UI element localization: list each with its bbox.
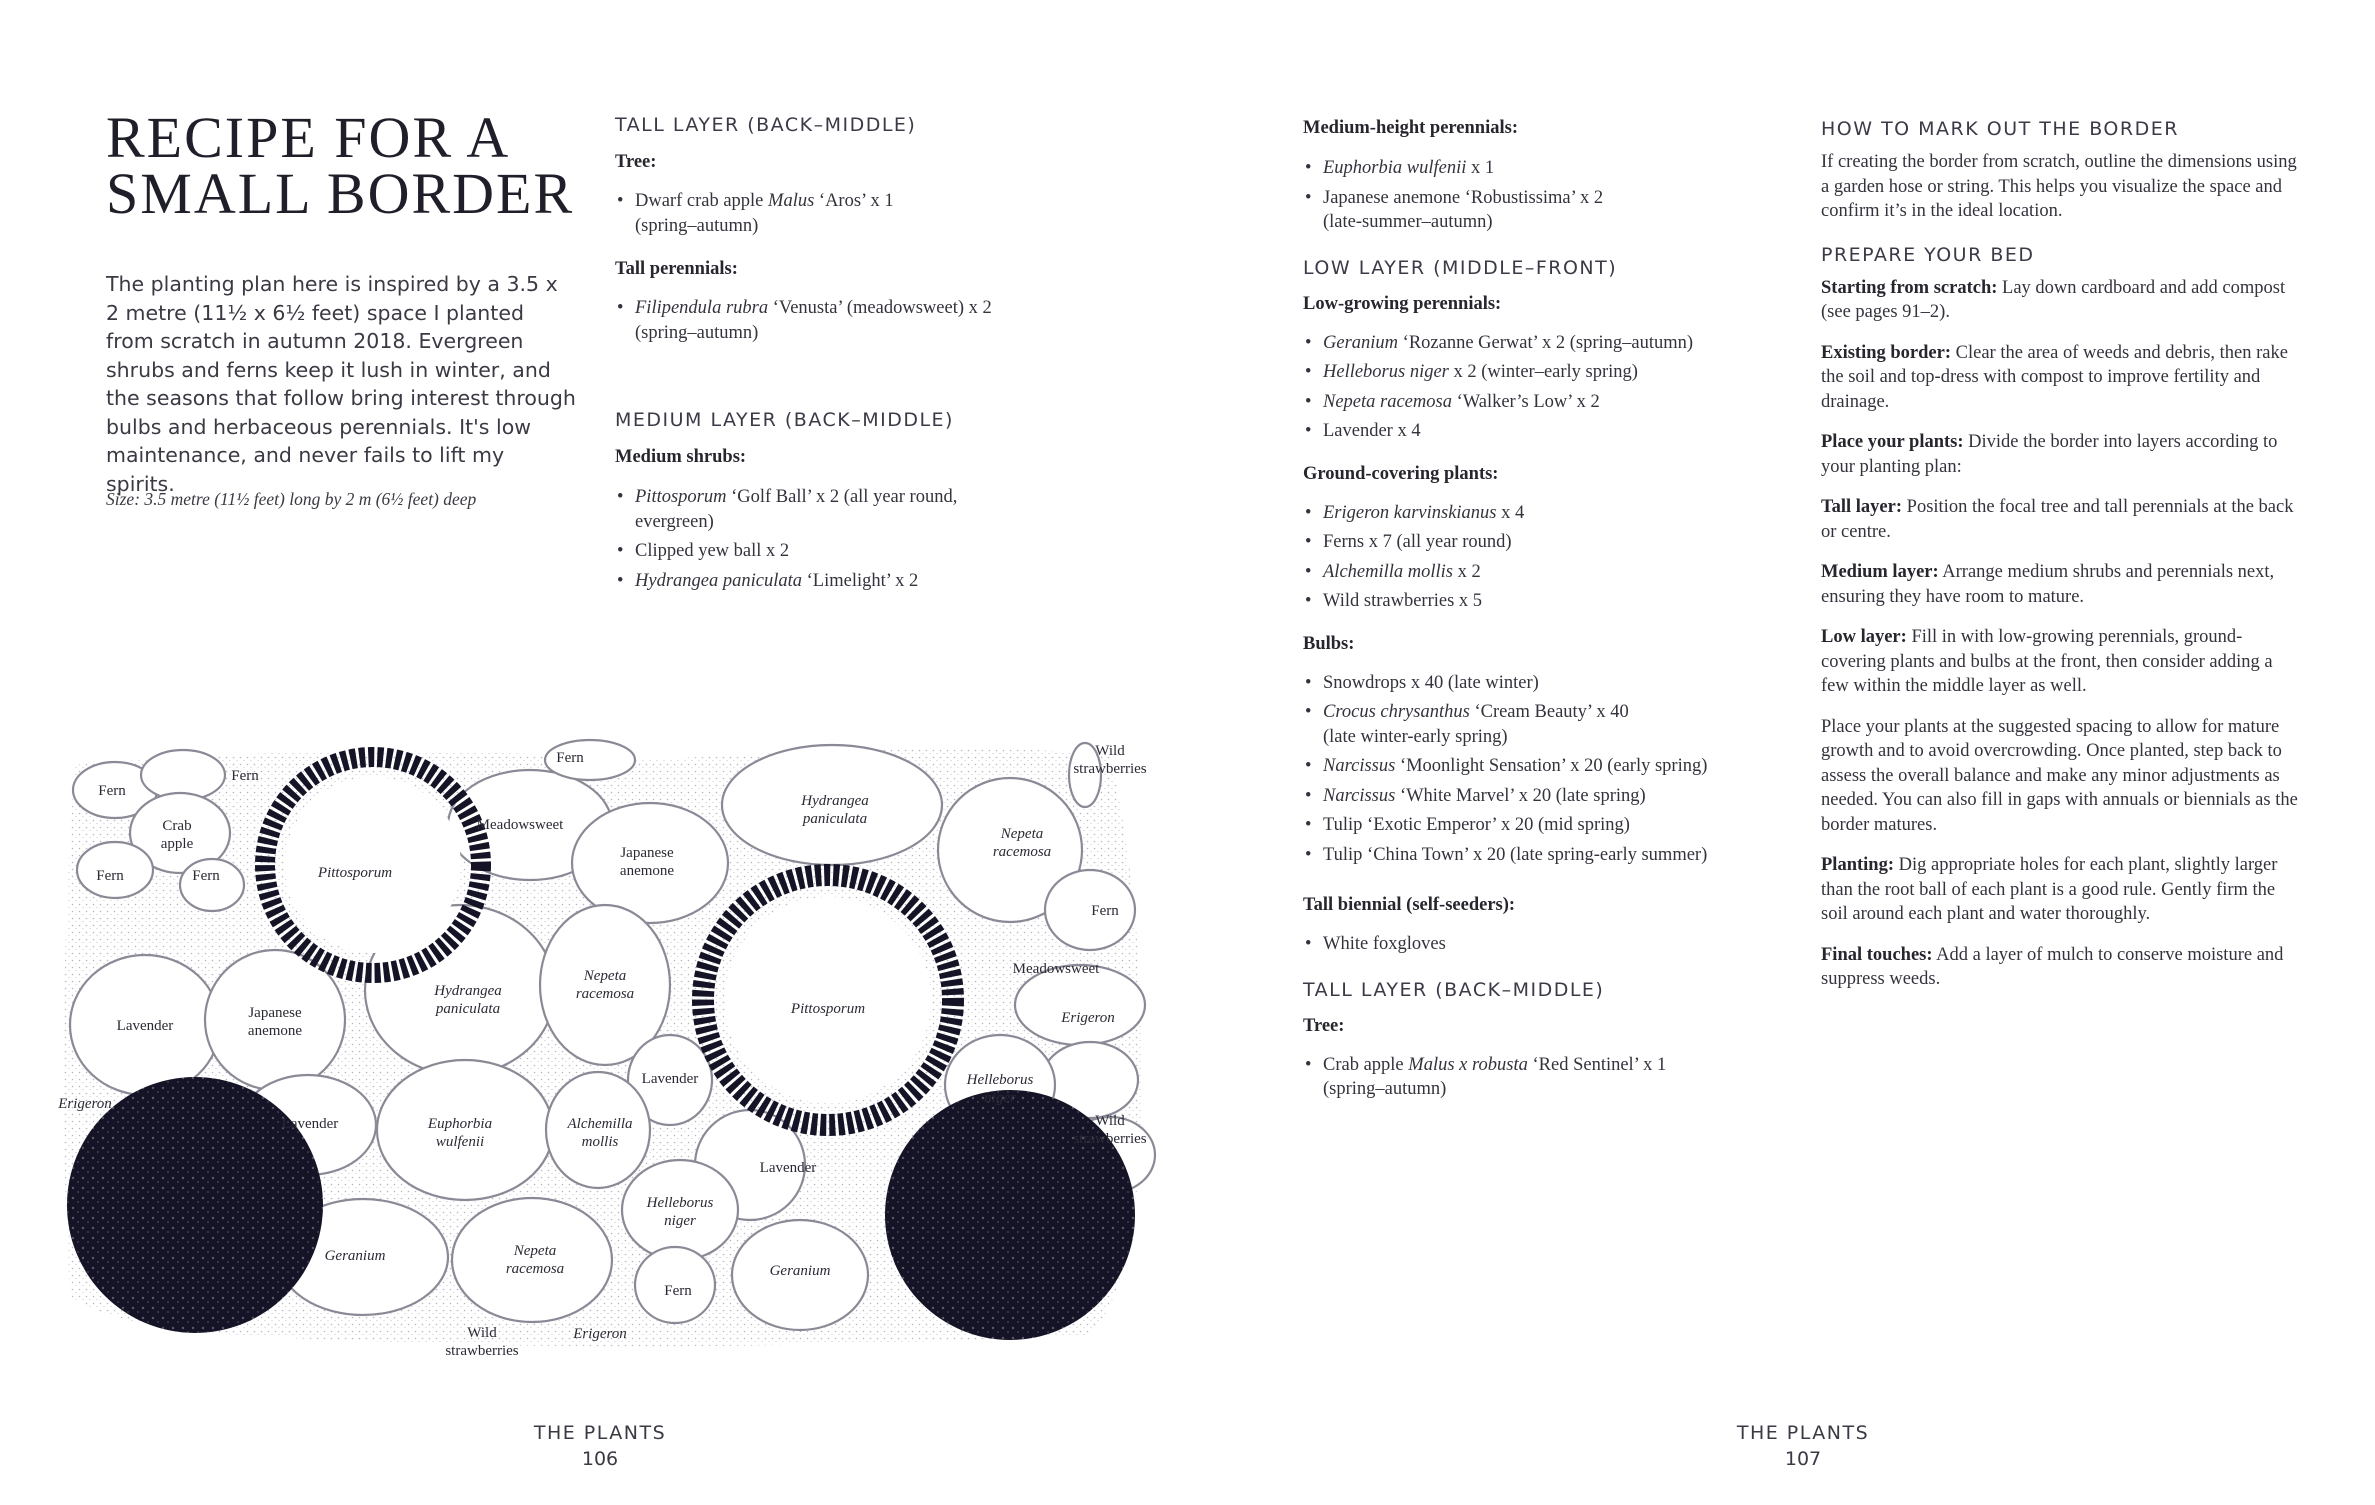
- list-item: • Tulip ‘Exotic Emperor’ x 20 (mid spring): [1303, 813, 1793, 838]
- right-plant-list: [1303, 118, 1793, 1107]
- label-helleborus: Helleborus: [966, 1072, 1034, 1088]
- label-paniculata: paniculata: [435, 1001, 501, 1017]
- label-erigeron: Erigeron: [58, 1096, 112, 1112]
- prepare-paragraph: Low layer: Fill in with low-growing perennials, ground-covering plants and bulbs at the front, then consider adding a few within the middle layer as well.: [1821, 627, 2273, 696]
- label-strawberries: strawberries: [445, 1343, 519, 1359]
- label-niger: niger: [664, 1213, 696, 1229]
- prepare-heading: PREPARE YOUR BED: [1821, 243, 2035, 266]
- running-footer: THE PLANTS: [1736, 1422, 1870, 1444]
- mark-out-heading: HOW TO MARK OUT THE BORDER: [1821, 118, 2179, 140]
- title-line-2: SMALL BORDER: [106, 161, 575, 226]
- label-lavender: Lavender: [116, 1018, 174, 1034]
- label-mollis: mollis: [581, 1134, 619, 1150]
- plant-shape: [452, 1198, 612, 1322]
- label-erigeron: Erigeron: [1061, 1010, 1115, 1026]
- label-fern: Fern: [98, 783, 126, 799]
- list-item: • Narcissus ‘Moonlight Sensation’ x 20 (early spring): [1303, 754, 1793, 779]
- medium-shrubs-list: [615, 485, 1075, 593]
- pittosporum-inner: [725, 897, 931, 1103]
- list-item: • Nepeta racemosa ‘Walker’s Low’ x 2: [1303, 390, 1793, 415]
- bulbs-list: [1303, 671, 1793, 868]
- medium-shrubs-label: Medium shrubs:: [615, 447, 747, 467]
- list-item: • Ferns x 7 (all year round): [1303, 530, 1793, 555]
- label-niger: niger: [984, 1090, 1016, 1106]
- label-lavender: Lavender: [281, 1116, 339, 1132]
- plant-shape: [1045, 870, 1135, 950]
- label-wulfenii: wulfenii: [435, 1134, 485, 1150]
- page-number: 107: [1784, 1448, 1822, 1470]
- label-nepeta: Nepeta: [583, 968, 627, 984]
- size-note: Size: 3.5 metre (11½ feet) long by 2 m (6½ feet) deep: [106, 489, 477, 509]
- list-item: • Lavender x 4: [1303, 419, 1793, 444]
- label-japanese: Japanese: [620, 845, 674, 861]
- label-fern: Fern: [1091, 903, 1119, 919]
- tree-label: Tree:: [1303, 1015, 1345, 1036]
- label-apple: apple: [160, 836, 194, 852]
- list-item: • Euphorbia wulfenii x 1: [1303, 156, 1793, 181]
- list-item: • Crocus chrysanthus ‘Cream Beauty’ x 40 (late winter-early spring): [1303, 700, 1793, 749]
- label-wild: Wild: [1095, 1113, 1125, 1129]
- label-hydrangea: Hydrangea: [801, 793, 869, 809]
- page-number: 106: [581, 1448, 619, 1470]
- tree-list: [615, 189, 1075, 238]
- left-footer: [480, 1422, 720, 1470]
- label-meadowsweet: Meadowsweet: [1012, 961, 1100, 977]
- medium-perennials-label: Medium-height perennials:: [1303, 118, 1518, 138]
- list-item: • Tulip ‘China Town’ x 20 (late spring-early summer): [1303, 843, 1793, 868]
- prepare-paragraph: Starting from scratch: Lay down cardboard and add compost (see pages 91–2).: [1821, 277, 2286, 322]
- label-racemosa: racemosa: [505, 1261, 565, 1277]
- list-item: • Japanese anemone ‘Robustissima’ x 2 (late-summer–autumn): [1303, 186, 1793, 235]
- prepare-paragraph: Medium layer: Arrange medium shrubs and perennials next, ensuring they have room to mature.: [1821, 562, 2275, 607]
- label-fern: Fern: [231, 768, 259, 784]
- list-item: • Alchemilla mollis x 2: [1303, 560, 1793, 585]
- list-item: • Crab apple Malus x robusta ‘Red Sentinel’ x 1 (spring–autumn): [1303, 1053, 1793, 1102]
- list-item: • Hydrangea paniculata ‘Limelight’ x 2: [615, 569, 1075, 594]
- planting-plan-illustration: [50, 735, 1180, 1375]
- biennial-label: Tall biennial (self-seeders):: [1303, 895, 1516, 915]
- label-paniculata: paniculata: [802, 811, 868, 827]
- tall-layer-heading: TALL LAYER (BACK–MIDDLE): [1303, 978, 1605, 1001]
- label-pittosporum: Pittosporum: [790, 1001, 866, 1017]
- list-item: • White foxgloves: [1303, 932, 1793, 957]
- low-layer-heading: LOW LAYER (MIDDLE–FRONT): [1303, 256, 1618, 279]
- label-racemosa: racemosa: [992, 844, 1052, 860]
- label-nepeta: Nepeta: [1000, 826, 1044, 842]
- label-fern: Fern: [556, 750, 584, 766]
- prepare-paragraph: Tall layer: Position the focal tree and tall perennials at the back or centre.: [1821, 497, 2294, 542]
- list-item: • Filipendula rubra ‘Venusta’ (meadowsweet) x 2 (spring–autumn): [615, 296, 1075, 345]
- label-lavender: Lavender: [759, 1160, 817, 1176]
- tall-perennials-label: Tall perennials:: [615, 259, 738, 279]
- list-item: • Dwarf crab apple Malus ‘Aros’ x 1 (spring–autumn): [615, 189, 1075, 238]
- label-geranium: Geranium: [324, 1248, 386, 1264]
- label-erigeron: Erigeron: [573, 1326, 627, 1342]
- label-euphorbia: Euphorbia: [427, 1116, 493, 1132]
- tall-perennials-list: [615, 296, 1075, 345]
- intro-paragraph: The planting plan here is inspired by a 3.5 x 2 metre (11½ x 6½ feet) space I planted from scratch in autumn 2018. Evergreen shrubs and ferns keep it lush in winter, and the seasons that follow bring interest through bulbs and herbaceous perennials. It's low maintenance, and never fails to lift my spirits.: [106, 272, 576, 496]
- label-strawberries: strawberries: [1073, 761, 1147, 777]
- prepare-paragraph: Final touches: Add a layer of mulch to conserve moisture and suppress weeds.: [1821, 944, 2284, 989]
- prepare-paragraph: Planting: Dig appropriate holes for each plant, slightly larger than the root ball of each plant is a good rule. Gently firm the soil around each plant and water thoroughly.: [1821, 855, 2278, 924]
- tree-label: Tree:: [615, 152, 657, 172]
- list-item: • Narcissus ‘White Marvel’ x 20 (late spring): [1303, 784, 1793, 809]
- label-strawberries: strawberries: [1073, 1131, 1147, 1147]
- ground-covering-label: Ground-covering plants:: [1303, 463, 1499, 484]
- label-wild: Wild: [1095, 743, 1125, 759]
- label-nepeta: Nepeta: [513, 1243, 557, 1259]
- label-fern: Fern: [192, 868, 220, 884]
- label-lavender: Lavender: [641, 1071, 699, 1087]
- list-item: • Clipped yew ball x 2: [615, 539, 1075, 564]
- list-item: • Erigeron karvinskianus x 4: [1303, 501, 1793, 526]
- label-meadowsweet: Meadowsweet: [476, 817, 564, 833]
- instructions-column: [1821, 118, 2301, 992]
- low-growing-list: [1303, 331, 1793, 444]
- label-wild: Wild: [467, 1325, 497, 1341]
- tree-list: [1303, 1053, 1793, 1102]
- biennial-list: [1303, 932, 1793, 957]
- prepare-paragraph: Place your plants at the suggested spacing to allow for mature growth and to avoid overcrowding. Once planted, step back to assess the overall balance and make any minor adjustments as needed. You can also fill in gaps with annuals or biennials as the border matures.: [1821, 716, 2298, 835]
- low-growing-label: Low-growing perennials:: [1303, 293, 1502, 314]
- list-item: • Wild strawberries x 5: [1303, 589, 1793, 614]
- label-helleborus: Helleborus: [646, 1195, 714, 1211]
- prepare-paragraph: Existing border: Clear the area of weeds and debris, then rake the soil and top-dress with compost to improve fertility and drainage.: [1821, 342, 2288, 412]
- plant-shape: [1015, 965, 1145, 1045]
- title-line-1: RECIPE FOR A: [106, 105, 511, 170]
- label-alchemilla: Alchemilla: [567, 1116, 633, 1132]
- label-geranium: Geranium: [769, 1263, 831, 1279]
- plant-shape: [180, 859, 244, 911]
- label-pittosporum: Pittosporum: [317, 865, 393, 881]
- label-fern: Fern: [664, 1283, 692, 1299]
- label-racemosa: racemosa: [575, 986, 635, 1002]
- label-japanese: Japanese: [248, 1005, 302, 1021]
- label-anemone: anemone: [619, 863, 675, 879]
- tall-layer-heading: TALL LAYER (BACK–MIDDLE): [615, 114, 917, 136]
- list-item: • Pittosporum ‘Golf Ball’ x 2 (all year round, evergreen): [615, 485, 1075, 534]
- running-footer: THE PLANTS: [533, 1422, 667, 1444]
- list-item: • Snowdrops x 40 (late winter): [1303, 671, 1793, 696]
- label-anemone: anemone: [247, 1023, 303, 1039]
- ground-covering-list: [1303, 501, 1793, 614]
- prepare-paragraph: Place your plants: Divide the border into layers according to your planting plan:: [1821, 432, 2278, 477]
- medium-perennials-list: [1303, 156, 1793, 235]
- list-item: • Helleborus niger x 2 (winter–early spring): [1303, 360, 1793, 385]
- label-crab: Crab: [162, 818, 192, 834]
- label-hydrangea: Hydrangea: [434, 983, 502, 999]
- label-fern: Fern: [96, 868, 124, 884]
- left-plant-list: [615, 114, 1075, 598]
- page-title: [106, 105, 626, 226]
- medium-layer-heading: MEDIUM LAYER (BACK–MIDDLE): [615, 409, 954, 431]
- mark-out-text: If creating the border from scratch, outline the dimensions using a garden hose or string. This helps you visualize the space and confirm it’s in the ideal location.: [1821, 152, 2297, 221]
- right-footer: [1683, 1422, 1923, 1470]
- list-item: • Geranium ‘Rozanne Gerwat’ x 2 (spring–autumn): [1303, 331, 1793, 356]
- bulbs-label: Bulbs:: [1303, 633, 1355, 654]
